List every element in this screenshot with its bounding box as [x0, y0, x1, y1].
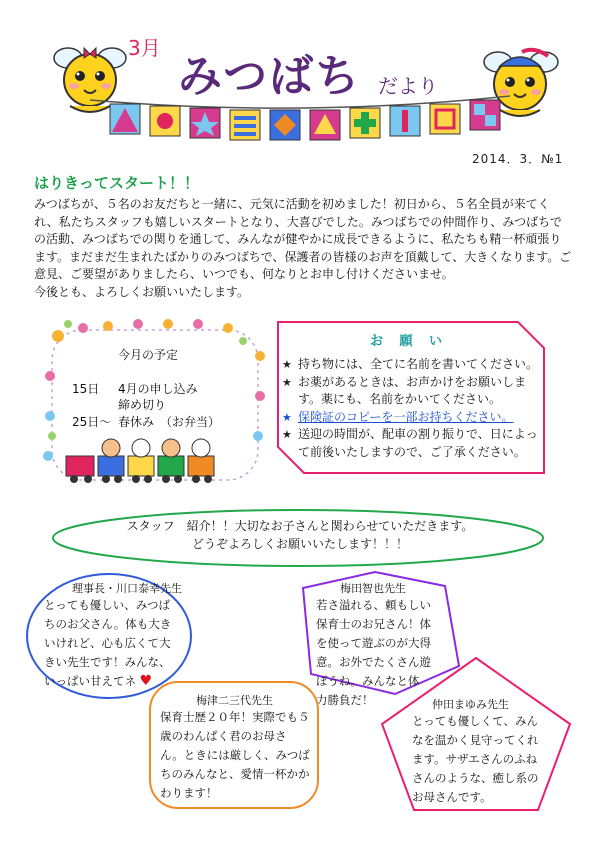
intro-text: [34, 196, 572, 301]
staff-desc: 保育士歴２０年！実際でも５歳のわんぱく君のお母さん。ときには厳しく、みつばちのみんなと、愛情一杯かかわります！: [160, 710, 310, 800]
schedule-title: 今月の予定: [118, 348, 179, 362]
train-illustration: [66, 439, 214, 483]
banner-line-2: どうぞよろしくお願いいたします！！！: [191, 537, 408, 551]
staff-desc: とっても優しくて、みんなを温かく見守ってくれます。サザエさんのふねさんのような、癒し系のお母さんです。: [412, 714, 539, 804]
heart-icon: ♥: [139, 673, 153, 689]
staff-desc: とっても優しい、みつばちのお父さん。体も大きいけれど、心も広くて大きい先生です！みんな、いっぱい甘えてネ ♥: [44, 598, 172, 689]
schedule-text: 締め切り: [118, 398, 167, 412]
bunting-flags: [90, 88, 510, 143]
issue-number: 2014．3．№1: [472, 152, 564, 166]
staff-desc: 若さ溢れる、頼もしい保育士のお兄さん！体を使って遊ぶのが大得意。お外でたくさん遊ぼうね。みんなと体 力勝負だ！: [316, 598, 431, 707]
schedule-text: 4月の申し込み: [118, 382, 198, 396]
month-label: 3月: [128, 36, 161, 60]
newsletter-subtitle: だより: [378, 74, 438, 98]
headline: はりきってスタート！！: [34, 174, 200, 192]
schedule-text: 春休み （お弁当）: [118, 415, 221, 429]
intro-closing: 今後とも、よろしくお願いいたします。: [34, 284, 250, 299]
request-list: [282, 356, 540, 461]
intro-paragraph: みつばちが、５名のお友だちと一緒に、元気に活動を初めました！初日から、５名全員が来てくれ、私たちスタッフも嬉しいスタートとなり、大喜びでした。みつばちでの仲間作り、みつばちでの活動、みつばちでの関りを通して、みんなが健やかに成長できるように、私たちも精一杯頑張ります。まだまだ生まれたばかりのみつばちで、保護者の皆様のお声を頂戴して、大きくなります。ご意見、ご要望がありましたら、いつでも、何なりとお申し付けくださいませ。: [34, 197, 572, 281]
staff-name: 理事長・川口泰幸先生: [72, 582, 182, 595]
newsletter-title: みつばち: [178, 51, 362, 102]
request-item: ★ 持ち物には、全てに名前を書いてください。: [282, 356, 540, 374]
staff-name: 梅田智也先生: [340, 582, 406, 595]
schedule-date: 25日～: [72, 415, 112, 429]
schedule-date: 15日: [72, 382, 100, 396]
staff-name: 梅津二三代先生: [196, 694, 273, 707]
staff-name: 仲田まゆみ先生: [432, 698, 509, 711]
request-item: ★ お薬があるときは、お声かけをお願いします。薬にも、名前をかいてください。: [282, 374, 540, 409]
staff-banner-text: [70, 517, 530, 553]
request-item-highlight: ★ 保険証のコピーを一部お持ちください。: [282, 409, 540, 427]
request-title: お 願 い: [370, 334, 449, 349]
request-item: ★ 送迎の時間が、配車の割り振りで、日によって前後いたしますので、ご了承ください。: [282, 426, 540, 461]
banner-line-1: スタッフ 紹介！！大切なお子さんと関わらせていただきます。: [126, 519, 474, 533]
